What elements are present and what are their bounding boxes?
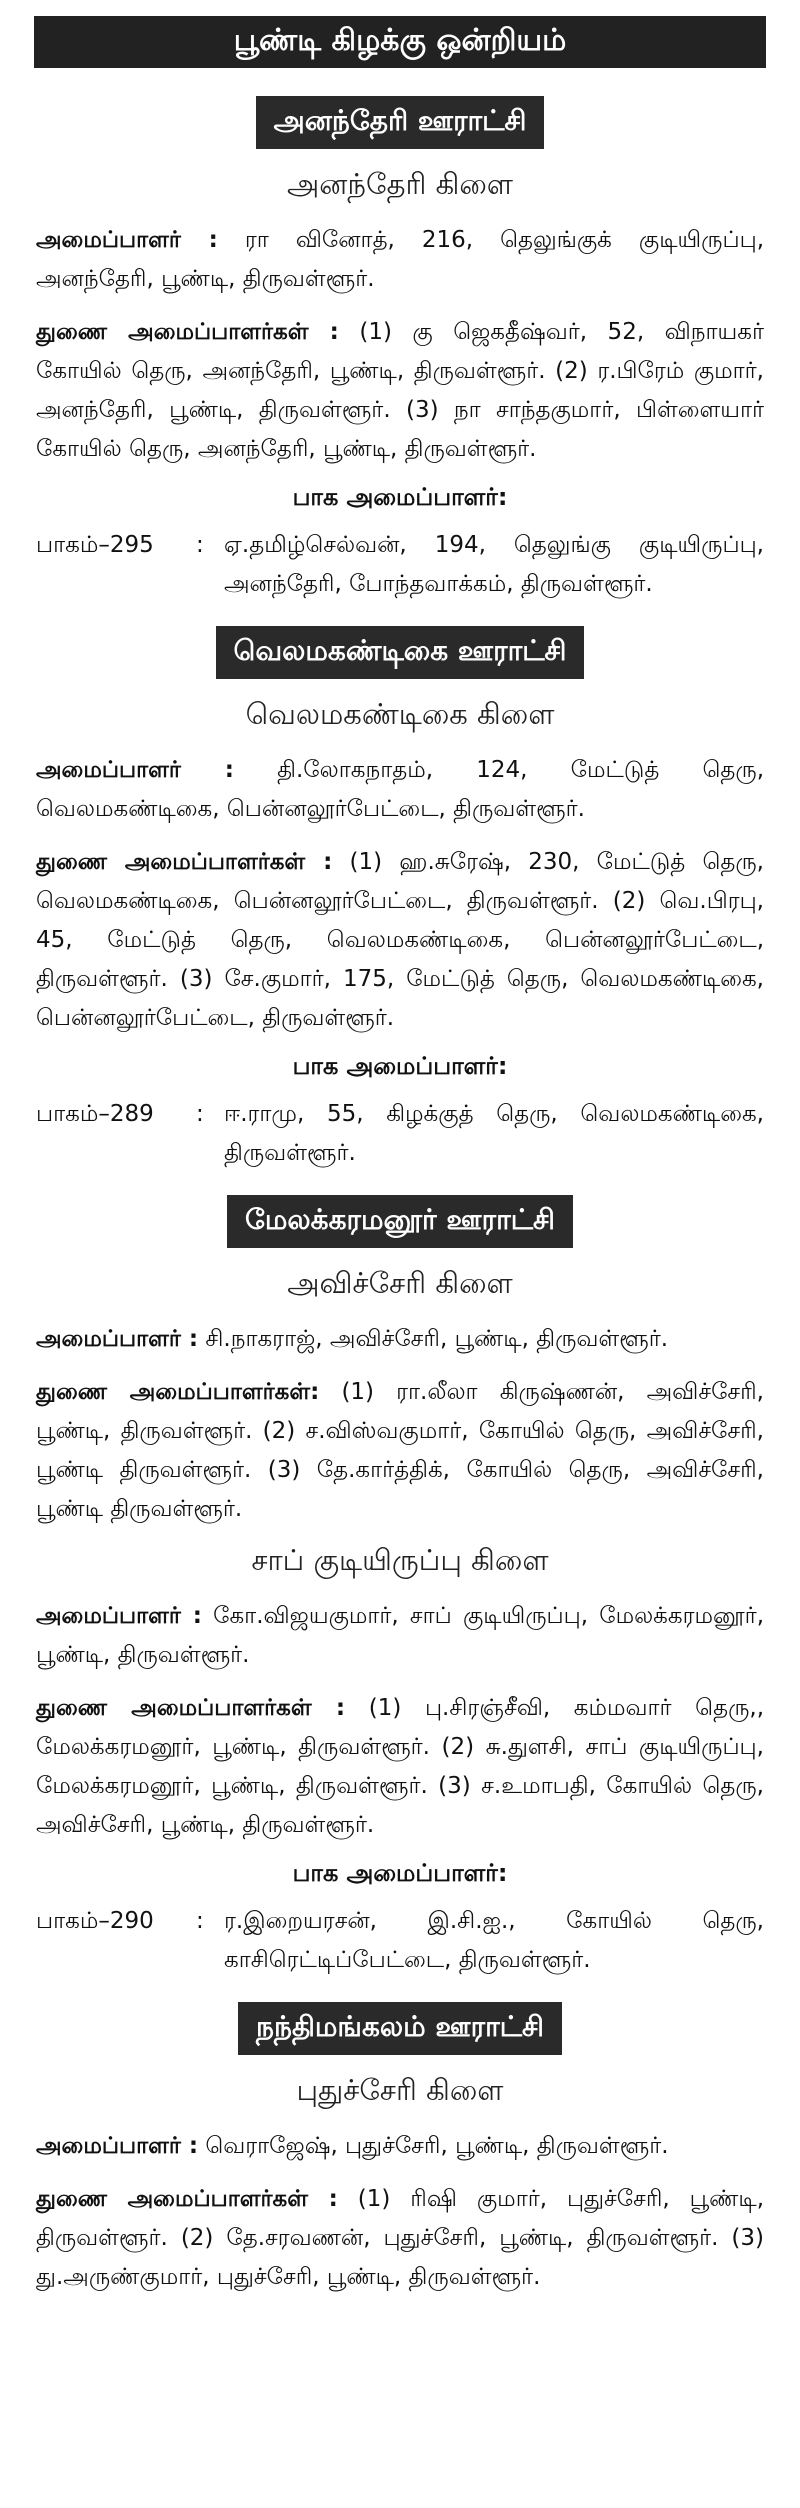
amaippalar-label: அமைப்பாளர் : <box>36 2133 199 2159</box>
thunai-label: துணை அமைப்பாளர்கள் : <box>36 1695 346 1721</box>
ooratchi-title: நந்திமங்கலம் ஊராட்சி <box>238 2002 562 2055</box>
amaippalar-text: ரா வினோத், 216, தெலுங்குக் குடியிருப்பு, அனந்தேரி, பூண்டி, திருவள்ளூர். <box>36 227 765 292</box>
amaippalar-entry <box>36 2127 764 2166</box>
thunai-label: துணை அமைப்பாளர்கள் : <box>36 2186 338 2212</box>
thunai-text: (1) பு.சிரஞ்சீவி, கம்மவார் தெரு,, மேலக்கரமனூர், பூண்டி, திருவள்ளூர். (2) சு.துளசி, சாப் குடியிருப்பு, மேலக்கரமனூர், பூண்டி, திருவள்ளூர். (3) ச.உமாபதி, கோயில் தெரு, அவிச்சேரி, பூண்டி, திருவள்ளூர். <box>36 1695 765 1838</box>
amaippalar-label: அமைப்பாளர் : <box>36 1603 202 1629</box>
amaippalar-text: சி.நாகராஜ், அவிச்சேரி, பூண்டி, திருவள்ளூர். <box>205 1326 669 1352</box>
paga-entry <box>36 1902 764 1980</box>
amaippalar-entry <box>36 1320 764 1359</box>
thunai-entry <box>36 2180 764 2297</box>
paga-entry <box>36 526 764 604</box>
kilai-title: அனந்தேரி கிளை <box>287 167 513 201</box>
paga-number: பாகம்–289 <box>36 1101 154 1127</box>
thunai-text: (1) ரா.லீலா கிருஷ்ணன், அவிச்சேரி, பூண்டி, திருவள்ளூர். (2) ச.விஸ்வகுமார், கோயில் தெரு, அவிச்சேரி, பூண்டி திருவள்ளூர். (3) தே.கார்த்திக், கோயில் தெரு, அவிச்சேரி, பூண்டி திருவள்ளூர். <box>36 1379 764 1522</box>
ooratchi-banner <box>36 1195 764 1248</box>
ooratchi-banner <box>36 626 764 679</box>
paga-colon: : <box>196 532 204 558</box>
ooratchi-title: அனந்தேரி ஊராட்சி <box>256 96 545 149</box>
kilai-title: வெலமகண்டிகை கிளை <box>245 697 555 731</box>
paga-heading: பாக அமைப்பாளர்: <box>292 1859 508 1887</box>
thunai-entry <box>36 843 764 1038</box>
thunai-label: துணை அமைப்பாளர்கள்: <box>36 1379 320 1405</box>
thunai-label: துணை அமைப்பாளர்கள் : <box>36 319 339 345</box>
amaippalar-label: அமைப்பாளர் : <box>36 1326 199 1352</box>
kilai-title: அவிச்சேரி கிளை <box>287 1266 513 1300</box>
paga-colon: : <box>196 1101 204 1127</box>
amaippalar-entry <box>36 751 764 829</box>
amaippalar-text: கோ.விஜயகுமார், சாப் குடியிருப்பு, மேலக்கரமனூர், பூண்டி, திருவள்ளூர். <box>36 1603 765 1668</box>
paga-heading: பாக அமைப்பாளர்: <box>292 483 508 511</box>
thunai-text: (1) ஹ.சுரேஷ், 230, மேட்டுத் தெரு, வெலமகண்டிகை, பென்னலூர்பேட்டை, திருவள்ளூர். (2) வெ.பிரபு, 45, மேட்டுத் தெரு, வெலமகண்டிகை, பென்னலூர்பேட்டை, திருவள்ளூர். (3) சே.குமார், 175, மேட்டுத் தெரு, வெலமகண்டிகை, பென்னலூர்பேட்டை, திருவள்ளூர். <box>36 849 764 1031</box>
thunai-text: (1) கு ஜெகதீஷ்வர், 52, விநாயகர் கோயில் தெரு, அனந்தேரி, பூண்டி, திருவள்ளூர். (2) ர.பிரேம் குமார், அனந்தேரி, பூண்டி, திருவள்ளூர். (3) நா சாந்தகுமார், பிள்ளையார் கோயில் தெரு, அனந்தேரி, பூண்டி, திருவள்ளூர். <box>36 319 765 462</box>
thunai-label: துணை அமைப்பாளர்கள் : <box>36 849 333 875</box>
amaippalar-text: தி.லோகநாதம், 124, மேட்டுத் தெரு, வெலமகண்டிகை, பென்னலூர்பேட்டை, திருவள்ளூர். <box>36 757 765 822</box>
ooratchi-banner <box>36 96 764 149</box>
kilai-title: புதுச்சேரி கிளை <box>296 2073 504 2107</box>
amaippalar-label: அமைப்பாளர் : <box>36 757 234 783</box>
amaippalar-text: வெராஜேஷ், புதுச்சேரி, பூண்டி, திருவள்ளூர். <box>205 2133 669 2159</box>
ooratchi-title: வெலமகண்டிகை ஊராட்சி <box>216 626 585 679</box>
ooratchi-banner <box>36 2002 764 2055</box>
ooratchi-title: மேலக்கரமனூர் ஊராட்சி <box>227 1195 573 1248</box>
top-border <box>0 0 800 14</box>
paga-text: ஏ.தமிழ்செல்வன், 194, தெலுங்கு குடியிருப்பு, அனந்தேரி, போந்தவாக்கம், திருவள்ளூர். <box>224 532 764 597</box>
paga-heading: பாக அமைப்பாளர்: <box>292 1052 508 1080</box>
kilai-title: சாப் குடியிருப்பு கிளை <box>251 1543 549 1577</box>
thunai-entry <box>36 1373 764 1529</box>
paga-text: ர.இறையரசன், இ.சி.ஐ., கோயில் தெரு, காசிரெட்டிப்பேட்டை, திருவள்ளூர். <box>224 1908 764 1973</box>
amaippalar-entry <box>36 1597 764 1675</box>
union-title: பூண்டி கிழக்கு ஒன்றியம் <box>34 16 766 68</box>
paga-number: பாகம்–295 <box>36 532 154 558</box>
paga-colon: : <box>196 1908 204 1934</box>
thunai-text: (1) ரிஷி குமார், புதுச்சேரி, பூண்டி, திருவள்ளூர். (2) தே.சரவணன், புதுச்சேரி, பூண்டி, திருவள்ளூர். (3) து.அருண்குமார், புதுச்சேரி, பூண்டி, திருவள்ளூர். <box>36 2186 765 2290</box>
notice-content <box>36 96 764 2311</box>
paga-number: பாகம்–290 <box>36 1908 154 1934</box>
paga-entry <box>36 1095 764 1173</box>
thunai-entry <box>36 313 764 469</box>
amaippalar-entry <box>36 221 764 299</box>
paga-text: ஈ.ராமு, 55, கிழக்குத் தெரு, வெலமகண்டிகை, திருவள்ளூர். <box>224 1101 764 1166</box>
amaippalar-label: அமைப்பாளர் : <box>36 227 218 253</box>
thunai-entry <box>36 1689 764 1845</box>
